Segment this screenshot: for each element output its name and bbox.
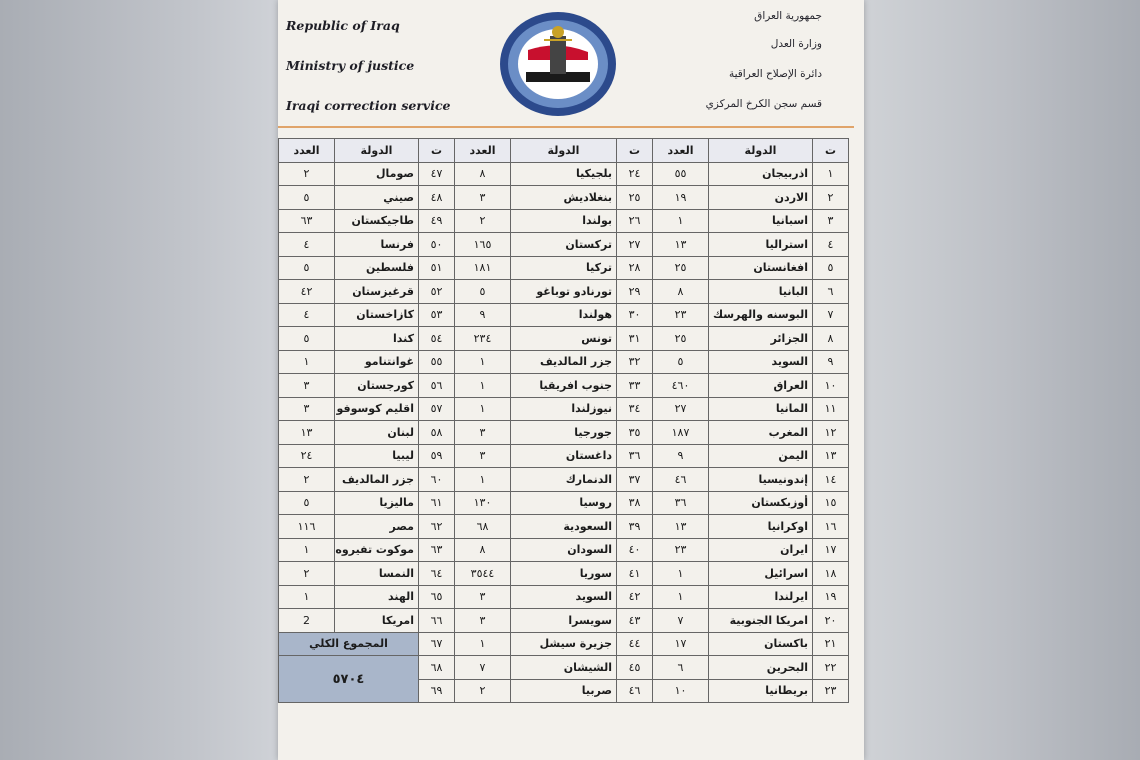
row-seq: ٣٦	[617, 444, 653, 468]
row-count: ١٨٧	[653, 421, 709, 445]
row-count: ٢	[279, 468, 335, 492]
row-seq: ٥٧	[419, 397, 455, 421]
row-count: ٣	[455, 609, 511, 633]
table-row	[279, 162, 849, 186]
row-country: افغانستان	[709, 256, 813, 280]
row-seq: ٤٥	[617, 656, 653, 680]
row-seq: ٦٢	[419, 515, 455, 539]
row-count: ٤٦٠	[653, 374, 709, 398]
table-row	[279, 585, 849, 609]
row-count: ٤	[279, 303, 335, 327]
row-country: تونس	[511, 327, 617, 351]
row-country: تورنادو توباغو	[511, 280, 617, 304]
row-country: جورجيا	[511, 421, 617, 445]
row-country: جزيرة سيشل	[511, 632, 617, 656]
row-country: الشيشان	[511, 656, 617, 680]
row-country: أوزبكستان	[709, 491, 813, 515]
row-count: ٦٨	[455, 515, 511, 539]
row-count: ٩	[455, 303, 511, 327]
row-country: الهند	[335, 585, 419, 609]
row-country: بولندا	[511, 209, 617, 233]
table-row	[279, 421, 849, 445]
row-count: ٢٣	[653, 538, 709, 562]
row-seq: ٣٢	[617, 350, 653, 374]
row-count: ١	[279, 585, 335, 609]
row-country: اقليم كوسوفو	[335, 397, 419, 421]
table-row	[279, 350, 849, 374]
row-country: صيني	[335, 186, 419, 210]
background-right	[864, 0, 1140, 760]
row-count: ٥	[279, 186, 335, 210]
table-row	[279, 609, 849, 633]
row-country: ايران	[709, 538, 813, 562]
header-ar-department: دائرة الإصلاح العراقية	[728, 68, 822, 80]
row-country: جنوب افريقيا	[511, 374, 617, 398]
row-seq: ٦	[813, 280, 849, 304]
row-country: امريكا	[335, 609, 419, 633]
header-country: الدولة	[335, 139, 419, 163]
row-seq: ١٥	[813, 491, 849, 515]
row-seq: ٦٤	[419, 562, 455, 586]
row-count: ٣٦	[653, 491, 709, 515]
row-count: ٣	[455, 444, 511, 468]
row-count: ١	[455, 632, 511, 656]
table-row	[279, 656, 849, 680]
header-seq: ت	[419, 139, 455, 163]
row-seq: ٢٥	[617, 186, 653, 210]
row-country: نيوزلندا	[511, 397, 617, 421]
row-count: ٢٧	[653, 397, 709, 421]
row-seq: ٣٣	[617, 374, 653, 398]
row-country: السويد	[709, 350, 813, 374]
row-country: الجزائر	[709, 327, 813, 351]
row-country: العراق	[709, 374, 813, 398]
row-seq: ٢٧	[617, 233, 653, 257]
row-count: ٢٤	[279, 444, 335, 468]
row-country: السعودية	[511, 515, 617, 539]
header-count: العدد	[279, 139, 335, 163]
row-count: ٤٦	[653, 468, 709, 492]
row-count: ٥٥	[653, 162, 709, 186]
row-country: بلجيكيا	[511, 162, 617, 186]
row-seq: ٤٤	[617, 632, 653, 656]
row-country: تركيا	[511, 256, 617, 280]
row-count: ١٣	[653, 233, 709, 257]
row-seq: ٣٧	[617, 468, 653, 492]
row-country: السويد	[511, 585, 617, 609]
row-seq: ٥٢	[419, 280, 455, 304]
header-ar-prison: قسم سجن الكرخ المركزي	[705, 98, 822, 110]
row-seq: ٢٤	[617, 162, 653, 186]
row-seq: ٦٥	[419, 585, 455, 609]
row-country: بريطانيا	[709, 679, 813, 703]
row-count: ١	[653, 562, 709, 586]
row-country: جزر المالديف	[511, 350, 617, 374]
row-seq: ٥٤	[419, 327, 455, 351]
table-row	[279, 397, 849, 421]
table-row	[279, 444, 849, 468]
row-country: النمسا	[335, 562, 419, 586]
row-country: السودان	[511, 538, 617, 562]
row-count: ١	[455, 374, 511, 398]
header-en-ministry: Ministry of justice	[286, 58, 415, 73]
row-seq: ٦٩	[419, 679, 455, 703]
ministry-of-justice-seal-icon	[498, 10, 618, 118]
row-country: تركستان	[511, 233, 617, 257]
table-row	[279, 303, 849, 327]
row-country: الدنمارك	[511, 468, 617, 492]
row-seq: ٤٣	[617, 609, 653, 633]
row-seq: ٣٩	[617, 515, 653, 539]
row-seq: ٥٩	[419, 444, 455, 468]
row-count: ١	[455, 350, 511, 374]
row-count: ١٠	[653, 679, 709, 703]
row-country: البحرين	[709, 656, 813, 680]
row-country: صومال	[335, 162, 419, 186]
header-country: الدولة	[709, 139, 813, 163]
row-seq: ٩	[813, 350, 849, 374]
row-seq: ٢٢	[813, 656, 849, 680]
row-country: البوسنه والهرسك	[709, 303, 813, 327]
row-country: داغستان	[511, 444, 617, 468]
row-seq: ١٢	[813, 421, 849, 445]
row-seq: ٣٠	[617, 303, 653, 327]
row-seq: ٤٧	[419, 162, 455, 186]
row-country: فلسطين	[335, 256, 419, 280]
row-count: ١	[455, 468, 511, 492]
row-seq: ٣١	[617, 327, 653, 351]
row-seq: ٦٣	[419, 538, 455, 562]
header-ar-republic: جمهورية العراق	[754, 10, 822, 22]
row-count: ١	[653, 585, 709, 609]
row-country: روسيا	[511, 491, 617, 515]
row-count: ٨	[455, 162, 511, 186]
header-ar-ministry: وزارة العدل	[770, 38, 822, 50]
row-seq: ٥٨	[419, 421, 455, 445]
row-seq: ١٦	[813, 515, 849, 539]
table-row	[279, 280, 849, 304]
row-country: هولندا	[511, 303, 617, 327]
row-count: 2	[279, 609, 335, 633]
row-seq: ٦١	[419, 491, 455, 515]
header-seq: ت	[617, 139, 653, 163]
row-count: ١	[455, 397, 511, 421]
row-country: فرنسا	[335, 233, 419, 257]
row-country: مصر	[335, 515, 419, 539]
row-seq: ٦٠	[419, 468, 455, 492]
row-country: ليبيا	[335, 444, 419, 468]
row-count: ١٣	[279, 421, 335, 445]
row-seq: ٢١	[813, 632, 849, 656]
row-count: ٦٣	[279, 209, 335, 233]
row-count: ٧	[455, 656, 511, 680]
row-count: ٨	[653, 280, 709, 304]
row-country: موكوت تفيروه	[335, 538, 419, 562]
row-seq: ١٣	[813, 444, 849, 468]
row-seq: ٢٣	[813, 679, 849, 703]
header-en-republic: Republic of Iraq	[286, 18, 400, 33]
background-left	[0, 0, 278, 760]
row-country: اسرائيل	[709, 562, 813, 586]
row-count: ٢	[279, 562, 335, 586]
row-seq: ٢٨	[617, 256, 653, 280]
row-count: ٥	[455, 280, 511, 304]
header-count: العدد	[455, 139, 511, 163]
row-country: غوانتنامو	[335, 350, 419, 374]
row-country: كورجستان	[335, 374, 419, 398]
row-count: ٤٢	[279, 280, 335, 304]
row-country: البانيا	[709, 280, 813, 304]
row-country: المغرب	[709, 421, 813, 445]
row-country: جزر المالديف	[335, 468, 419, 492]
row-count: ١	[279, 538, 335, 562]
row-seq: ٤٢	[617, 585, 653, 609]
row-seq: ٥	[813, 256, 849, 280]
row-count: ٧	[653, 609, 709, 633]
row-count: ١١٦	[279, 515, 335, 539]
table-row	[279, 233, 849, 257]
row-count: ١٨١	[455, 256, 511, 280]
row-count: ٦	[653, 656, 709, 680]
row-seq: ٤٩	[419, 209, 455, 233]
row-count: ٨	[455, 538, 511, 562]
header-seq: ت	[813, 139, 849, 163]
row-country: اليمن	[709, 444, 813, 468]
row-seq: ٦٧	[419, 632, 455, 656]
document-page	[278, 0, 864, 760]
row-seq: ٥٠	[419, 233, 455, 257]
header-country: الدولة	[511, 139, 617, 163]
row-seq: ٤١	[617, 562, 653, 586]
row-count: ٣	[279, 397, 335, 421]
row-count: ٥	[279, 327, 335, 351]
row-country: كندا	[335, 327, 419, 351]
row-seq: ١٤	[813, 468, 849, 492]
row-count: ٢٥	[653, 327, 709, 351]
table-row	[279, 562, 849, 586]
row-count: ٥	[279, 256, 335, 280]
table-row	[279, 515, 849, 539]
table-row	[279, 374, 849, 398]
row-count: ١	[279, 350, 335, 374]
table-header-row	[279, 139, 849, 163]
row-country: لبنان	[335, 421, 419, 445]
row-country: اسبانيا	[709, 209, 813, 233]
row-country: بنغلاديش	[511, 186, 617, 210]
row-seq: ٢	[813, 186, 849, 210]
row-count: ٥	[279, 491, 335, 515]
row-country: باكستان	[709, 632, 813, 656]
row-country: ماليزيا	[335, 491, 419, 515]
row-country: ايرلندا	[709, 585, 813, 609]
row-count: ١٣	[653, 515, 709, 539]
row-country: كازاخستان	[335, 303, 419, 327]
row-count: ١	[653, 209, 709, 233]
prisoner-nationality-table	[278, 138, 849, 703]
table-row	[279, 491, 849, 515]
row-country: استراليا	[709, 233, 813, 257]
row-seq: ١٨	[813, 562, 849, 586]
row-seq: ٤	[813, 233, 849, 257]
row-seq: ٥٣	[419, 303, 455, 327]
row-seq: ٢٦	[617, 209, 653, 233]
row-country: امريكا الجنوبية	[709, 609, 813, 633]
row-seq: ٣٥	[617, 421, 653, 445]
total-label: المجموع الكلي	[279, 632, 419, 656]
row-seq: ٤٦	[617, 679, 653, 703]
row-seq: ٦٨	[419, 656, 455, 680]
table-row	[279, 209, 849, 233]
header-divider	[278, 126, 854, 128]
row-count: ١٧	[653, 632, 709, 656]
row-count: ٣	[279, 374, 335, 398]
row-seq: ١٠	[813, 374, 849, 398]
row-seq: ١	[813, 162, 849, 186]
row-seq: ٣٤	[617, 397, 653, 421]
row-seq: ٤٠	[617, 538, 653, 562]
table-row	[279, 538, 849, 562]
row-seq: ١١	[813, 397, 849, 421]
row-count: ٣٥٤٤	[455, 562, 511, 586]
row-seq: ٦٦	[419, 609, 455, 633]
row-country: قرغيزستان	[335, 280, 419, 304]
row-seq: ٥٦	[419, 374, 455, 398]
table-row	[279, 186, 849, 210]
row-count: ٢٣٤	[455, 327, 511, 351]
row-country: سوريا	[511, 562, 617, 586]
row-count: ٤	[279, 233, 335, 257]
row-count: ٢٥	[653, 256, 709, 280]
row-country: المانيا	[709, 397, 813, 421]
row-country: الاردن	[709, 186, 813, 210]
row-seq: ٧	[813, 303, 849, 327]
row-seq: ٥١	[419, 256, 455, 280]
header-count: العدد	[653, 139, 709, 163]
row-country: طاجيكستان	[335, 209, 419, 233]
row-seq: ١٧	[813, 538, 849, 562]
row-count: ١٣٠	[455, 491, 511, 515]
row-country: اوكرانيا	[709, 515, 813, 539]
row-count: ٢	[279, 162, 335, 186]
row-count: ٢	[455, 209, 511, 233]
row-seq: ٤٨	[419, 186, 455, 210]
row-seq: ٢٩	[617, 280, 653, 304]
row-count: ٢	[455, 679, 511, 703]
table-row	[279, 632, 849, 656]
row-count: ٢٣	[653, 303, 709, 327]
row-count: ٣	[455, 186, 511, 210]
row-country: إندونيسيا	[709, 468, 813, 492]
row-seq: ٢٠	[813, 609, 849, 633]
row-country: صربيا	[511, 679, 617, 703]
table-row	[279, 327, 849, 351]
row-seq: ٨	[813, 327, 849, 351]
row-country: سويسرا	[511, 609, 617, 633]
row-country: اذربيجان	[709, 162, 813, 186]
row-count: ١٦٥	[455, 233, 511, 257]
table-row	[279, 468, 849, 492]
row-count: ١٩	[653, 186, 709, 210]
row-seq: ١٩	[813, 585, 849, 609]
row-seq: ٣٨	[617, 491, 653, 515]
row-count: ٣	[455, 421, 511, 445]
total-value: ٥٧٠٤	[279, 656, 419, 703]
row-count: ٩	[653, 444, 709, 468]
row-seq: ٥٥	[419, 350, 455, 374]
row-count: ٣	[455, 585, 511, 609]
header-en-service: Iraqi correction service	[286, 98, 451, 113]
row-count: ٥	[653, 350, 709, 374]
table-row	[279, 256, 849, 280]
row-seq: ٣	[813, 209, 849, 233]
